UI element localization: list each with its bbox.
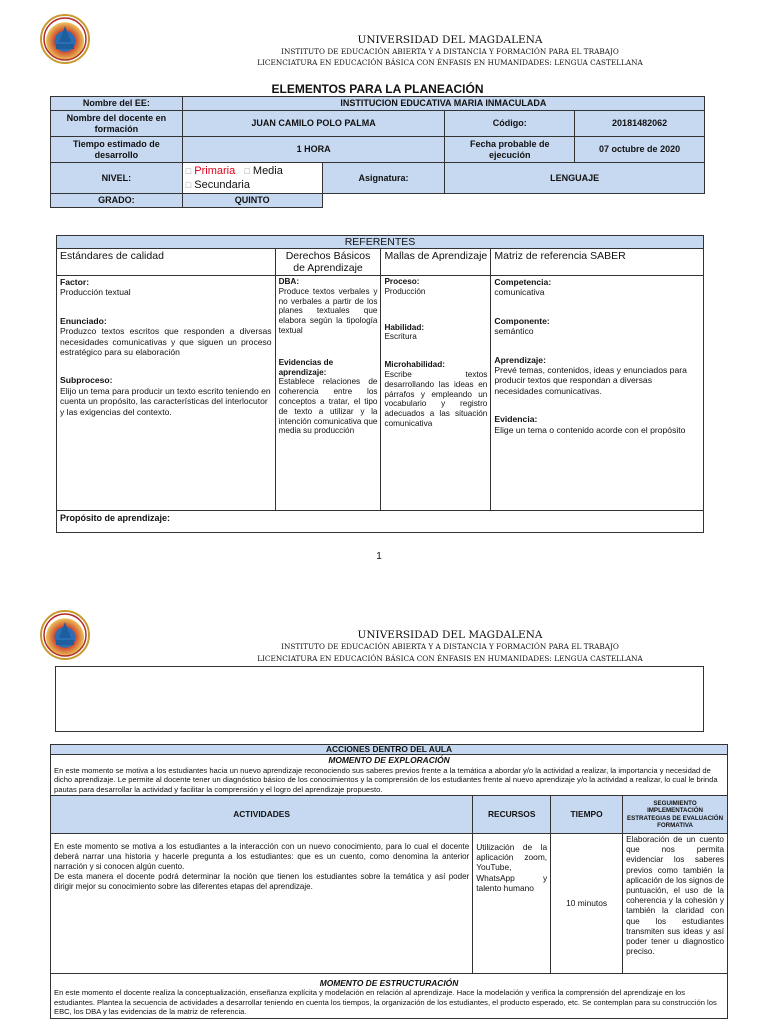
evidencia-label: Evidencia: xyxy=(494,414,538,425)
program-name: LICENCIATURA EN EDUCACIÓN BÁSICA CON ÉNFASIS EN HUMANIDADES: LENGUA CASTELLANA xyxy=(257,58,643,67)
seal-emblem-icon xyxy=(42,16,88,62)
planning-title: ELEMENTOS PARA LA PLANEACIÓN xyxy=(271,82,484,96)
col-dba: Derechos Básicos de Aprendizaje xyxy=(275,249,381,276)
mallas-cell xyxy=(381,276,491,511)
code-label: Código: xyxy=(445,111,575,137)
seguimiento-text: Elaboración de un cuento que nos permita evidenciar los saberes previos como también la aplicación de los signos de puntuación, el uso de la coherencia y la cohesión y también la claridad con que los estudiantes transmiten sus ideas y así poder tener u diagnostico preciso. xyxy=(623,834,728,974)
date-value: 07 octubre de 2020 xyxy=(575,137,705,163)
micro-value: Escribe textos desarrollando las ideas en párrafos y empleando un vocabulario y registro adecuados a las situación comunicativa xyxy=(384,369,488,428)
exploracion-desc: En este momento se motiva a los estudiantes hacia un nuevo aprendizaje reconociendo sus saberes previos frente a la temática a abordar y/o la actividad a realizar, la importancia y necesidad de dicho aprendizaje. Le permite al docente tener un diagnóstico básico de los conocimientos y la comprensión de los estudiantes frente al nuevo aprendizaje y/o la actividad a realizar, lo cual le brinda pautas para desarrollar la actividad y facilitar la comprensión y el logro del aprendizaje propuesto. xyxy=(54,765,718,794)
level-media: Media xyxy=(252,165,283,177)
university-name: UNIVERSIDAD DEL MAGDALENA xyxy=(357,34,543,46)
level-options xyxy=(182,163,322,194)
institute-name: INSTITUTO DE EDUCACIÓN ABIERTA Y A DISTANCIA Y FORMACIÓN PARA EL TRABAJO xyxy=(281,47,619,56)
estandares-cell xyxy=(57,276,276,511)
empty-box xyxy=(55,666,704,732)
factor-label: Factor: xyxy=(60,277,90,287)
university-name-2: UNIVERSIDAD DEL MAGDALENA xyxy=(357,629,543,641)
level-secundaria: Secundaria xyxy=(194,179,250,191)
program-name-2: LICENCIATURA EN EDUCACIÓN BÁSICA CON ÉNFASIS EN HUMANIDADES: LENGUA CASTELLANA xyxy=(257,654,643,663)
dba-cell xyxy=(275,276,381,511)
aprendizaje-value: Prevé temas, contenidos, ideas y enunciados para producir textos que respondan a diversas necesidades comunicativas. xyxy=(494,365,687,396)
grade-value: QUINTO xyxy=(182,194,322,208)
col-tiempo: TIEMPO xyxy=(551,796,623,834)
ee-label: Nombre del EE: xyxy=(51,97,183,111)
primaria-checkbox[interactable]: □ xyxy=(185,166,192,176)
proceso-value: Producción xyxy=(384,286,426,296)
dba-label: DBA: xyxy=(278,277,300,286)
col-estandares: Estándares de calidad xyxy=(57,249,276,276)
teacher-value: JUAN CAMILO POLO PALMA xyxy=(182,111,445,137)
evidencias-value: Establece relaciones de coherencia entre los conceptos a tratar, el tipo de texto a utilizar y la intención comunicativa que media su producción xyxy=(278,377,378,436)
componente-label: Componente: xyxy=(494,315,550,326)
teacher-label: Nombre del docente en formación xyxy=(51,111,183,137)
competencia-value: comunicativa xyxy=(494,287,545,298)
acciones-title: ACCIONES DENTRO DEL AULA xyxy=(51,745,728,755)
media-checkbox[interactable]: □ xyxy=(244,166,250,176)
acciones-table xyxy=(50,744,728,1019)
evidencias-label: Evidencias de aprendizaje: xyxy=(278,357,334,377)
col-matriz: Matriz de referencia SABER xyxy=(491,249,704,276)
seal-emblem-icon-2 xyxy=(42,612,88,658)
componente-value: semántico xyxy=(494,326,534,337)
proceso-label: Proceso: xyxy=(384,277,420,286)
actividad-text: En este momento se motiva a los estudiantes a la interacción con un nuevo conocimiento, para lo cual el docente deberá narrar una historia y hacerle pregunta a los estudiantes: que es un cuento, como denomina la anterior narración y si conocen algún cuento. De esta manera el docente podrá determinar la noción que tienen los estudiantes sobre la temática y así poder dirigir mejor su conocimiento sobre las diferentes etapas del aprendizaje. xyxy=(51,834,473,974)
subject-value: LENGUAJE xyxy=(445,163,705,194)
estructuracion-title: MOMENTO DE ESTRUCTURACIÓN xyxy=(319,978,459,989)
matriz-cell xyxy=(491,276,704,511)
col-seguimiento: SEGUIMIENTO IMPLEMENTACIÓN ESTRATEGIAS DE EVALUACIÓN FORMATIVA xyxy=(623,796,728,834)
level-primaria: Primaria xyxy=(194,165,236,177)
dba-value: Produce textos verbales y no verbales a partir de los planes textuales que elabora según la tipología textual xyxy=(278,286,378,335)
recursos-text: Utilización de la aplicación zoom, YouTube, WhatsApp y talento humano xyxy=(473,834,551,974)
enunciado-value: Produzco textos escritos que responden a diversas necesidades comunicativas y que siguen un proceso estratégico para su elaboración xyxy=(60,326,272,358)
col-recursos: RECURSOS xyxy=(473,796,551,834)
habilidad-label: Habilidad: xyxy=(384,322,425,332)
proposito-label: Propósito de aprendizaje: xyxy=(57,511,704,533)
exploracion-title: MOMENTO DE EXPLORACIÓN xyxy=(328,755,450,766)
micro-label: Microhabilidad: xyxy=(384,360,445,370)
page-number: 1 xyxy=(376,551,382,562)
university-seal-logo-2 xyxy=(40,610,90,660)
col-actividades: ACTIVIDADES xyxy=(51,796,473,834)
secundaria-checkbox[interactable]: □ xyxy=(185,180,192,190)
grade-label: GRADO: xyxy=(51,194,183,208)
date-label: Fecha probable de ejecución xyxy=(445,137,575,163)
ee-value: INSTITUCION EDUCATIVA MARIA INMACULADA xyxy=(182,97,704,111)
tiempo-text: 10 minutos xyxy=(551,834,623,974)
referentes-table xyxy=(56,235,704,533)
evidencia-value: Elige un tema o contenido acorde con el propósito xyxy=(494,424,686,435)
code-value: 20181482062 xyxy=(575,111,705,137)
subproceso-value: Elijo un tema para producir un texto escrito teniendo en cuenta un propósito, las características del interlocutor y las exigencias del contexto. xyxy=(60,385,271,417)
competencia-label: Competencia: xyxy=(494,277,552,287)
estructuracion-cell xyxy=(51,974,728,1019)
factor-value: Producción textual xyxy=(60,287,131,298)
university-seal-logo xyxy=(40,14,90,64)
planning-table xyxy=(50,96,705,208)
referentes-title: REFERENTES xyxy=(57,236,704,249)
estructuracion-desc: En este momento el docente realiza la conceptualización, enseñanza explícita y modelación en relación al aprendizaje. Hace la modelación y verifica la comprensión del aprendizaje en los estudiantes. Plantea la secuencia de actividades a desarrollar teniendo en cuenta los tiempos, la organización de los estudiantes, el producto esperado, etc. Se contemplan para su construcción los EBC, los DBA y las evidencias de la matriz de referencia. xyxy=(54,988,717,1017)
time-value: 1 HORA xyxy=(182,137,445,163)
subproceso-label: Subproceso: xyxy=(60,375,113,386)
aprendizaje-label: Aprendizaje: xyxy=(494,354,546,365)
exploracion-cell xyxy=(51,755,728,796)
institute-name-2: INSTITUTO DE EDUCACIÓN ABIERTA Y A DISTANCIA Y FORMACIÓN PARA EL TRABAJO xyxy=(281,642,619,651)
enunciado-label: Enunciado: xyxy=(60,315,107,326)
col-mallas: Mallas de Aprendizaje xyxy=(381,249,491,276)
level-label: NIVEL: xyxy=(51,163,183,194)
habilidad-value: Escritura xyxy=(384,332,417,342)
subject-label: Asignatura: xyxy=(322,163,445,194)
time-label: Tiempo estimado de desarrollo xyxy=(51,137,183,163)
